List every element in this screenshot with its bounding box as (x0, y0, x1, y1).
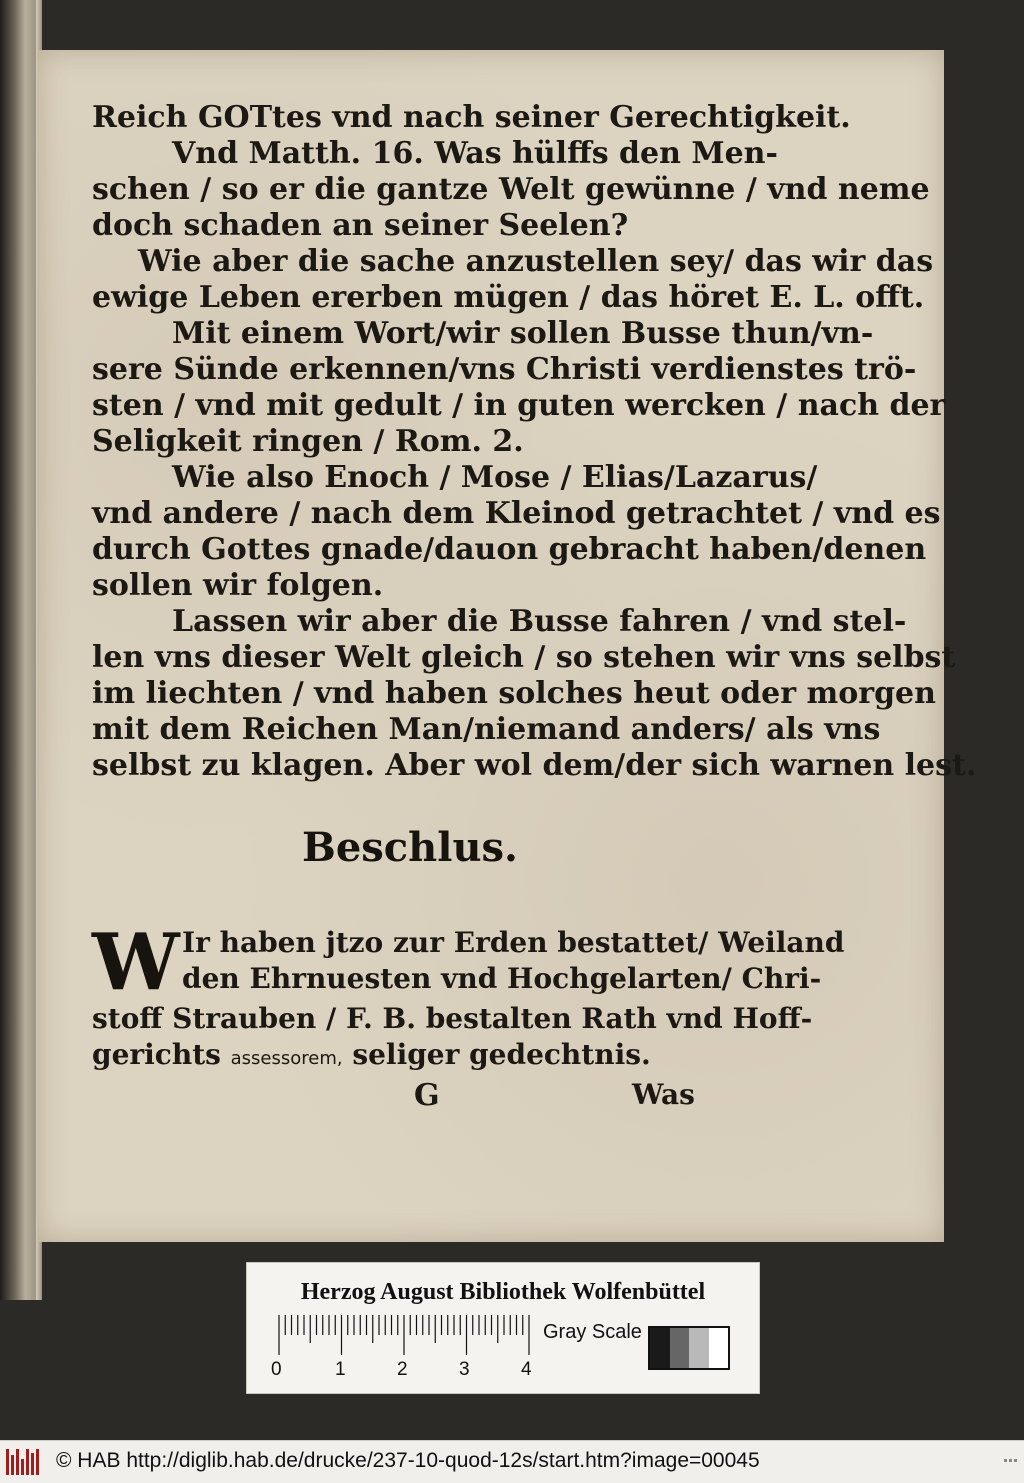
text-line: sollen wir folgen. (92, 568, 384, 603)
text-line: doch schaden an seiner Seelen? (92, 208, 629, 243)
drop-capital: W (92, 917, 180, 1008)
text-fragment: seliger gedechtnis. (342, 1038, 651, 1071)
text-line: schen / so er die gantze Welt gewünne / vnd neme (92, 172, 930, 207)
text-line: selbst zu klagen. Aber wol dem/der sich warnen lest. (92, 748, 977, 783)
text-line: len vns dieser Welt gleich / so stehen wir vns selbst (92, 640, 956, 675)
book-page (38, 50, 977, 1242)
text-line: Reich GOTtes vnd nach seiner Gerechtigkeit. (92, 100, 851, 135)
text-line: Mit einem Wort/wir sollen Busse thun/vn- (172, 316, 874, 351)
ruler-label: 0 (271, 1359, 282, 1380)
catchword: Was (632, 1078, 695, 1111)
ruler-label: 4 (521, 1359, 532, 1380)
footer-bar (0, 1440, 1024, 1483)
text-line: sere Sünde erkennen/vns Christi verdienstes trö- (92, 352, 917, 387)
library-name: Herzog August Bibliothek Wolfenbüttel (300, 1279, 706, 1305)
source-url[interactable]: © HAB http://diglib.hab.de/drucke/237-10-quod-12s/start.htm?image=00045 (56, 1449, 760, 1472)
text-line: mit dem Reichen Man/niemand anders/ als vns (92, 712, 881, 747)
text-line: ewige Leben ererben mügen / das höret E. L. offt. (92, 280, 925, 315)
ruler-label: 1 (335, 1359, 346, 1380)
text-line: Lassen wir aber die Busse fahren / vnd stel- (172, 604, 907, 639)
closing-paragraph (92, 917, 845, 1073)
text-line: stoff Strauben / F. B. bestalten Rath vnd Hoff- (92, 1002, 813, 1035)
gray-scale-patches (648, 1326, 730, 1370)
text-line (92, 1037, 714, 1073)
ruler-labels (267, 1359, 567, 1383)
text-fragment: gerichts (92, 1038, 231, 1071)
text-line: sten / vnd mit gedult / in guten wercken / nach der (92, 388, 946, 423)
more-icon[interactable] (1004, 1459, 1018, 1463)
signature-mark: G (414, 1078, 440, 1113)
text-line: vnd andere / nach dem Kleinod getrachtet / vnd es (92, 496, 941, 531)
ruler-label: 2 (397, 1359, 408, 1380)
gray-patch (650, 1328, 670, 1368)
gray-patch (670, 1328, 690, 1368)
calibration-card (246, 1262, 760, 1394)
text-line: Seligkeit ringen / Rom. 2. (92, 424, 524, 459)
text-line: durch Gottes gnade/dauon gebracht haben/denen (92, 532, 927, 567)
gray-patch (689, 1328, 709, 1368)
ruler-label: 3 (459, 1359, 470, 1380)
ruler-scale (275, 1315, 533, 1355)
facing-page-edge (0, 0, 42, 1300)
text-line: im liechten / vnd haben solches heut oder morgen (92, 676, 936, 711)
gray-scale-label: Gray Scale (543, 1321, 642, 1343)
hab-logo-icon (6, 1449, 44, 1475)
text-line: Ir haben jtzo zur Erden bestattet/ Weiland (182, 926, 845, 959)
body-text (92, 100, 977, 784)
latin-word: assessorem, (230, 1048, 343, 1069)
text-line: Wie aber die sache anzustellen sey/ das wir das (138, 244, 934, 279)
gray-patch (709, 1328, 729, 1368)
text-line: Vnd Matth. 16. Was hülffs den Men- (172, 136, 778, 171)
section-heading: Beschlus. (302, 824, 518, 871)
text-line: den Ehrnuesten vnd Hochgelarten/ Chri- (182, 962, 822, 995)
text-line: Wie also Enoch / Mose / Elias/Lazarus/ (172, 460, 818, 495)
